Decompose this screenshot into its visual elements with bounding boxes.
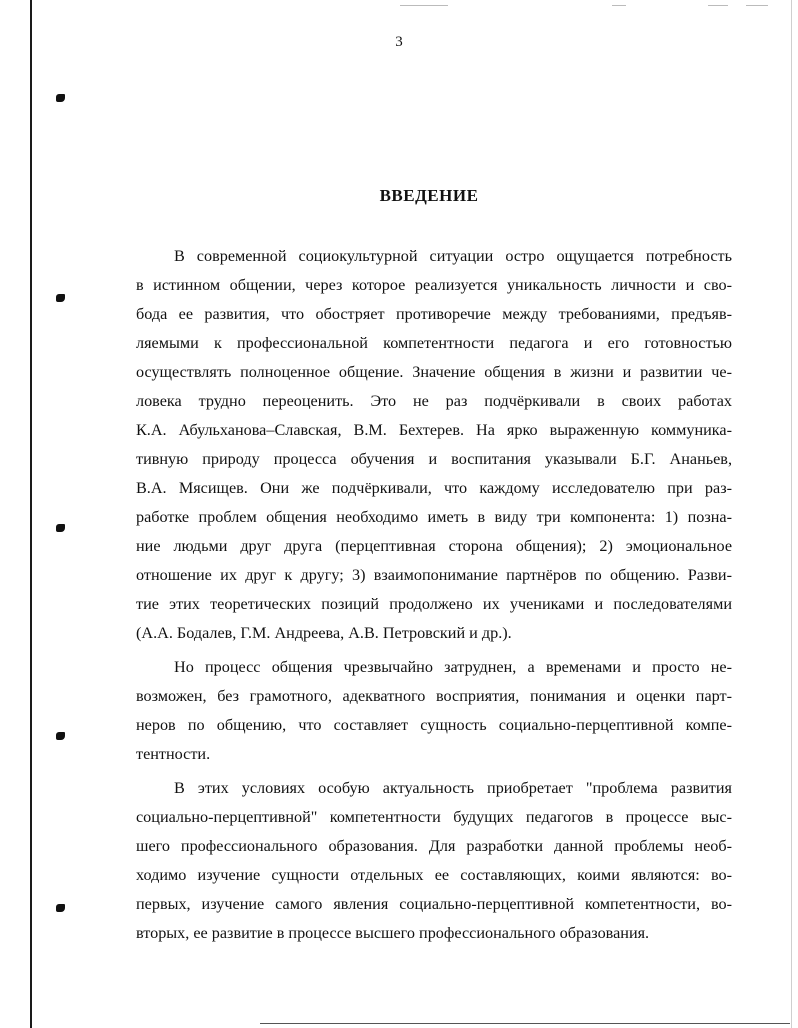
binding-punch-mark xyxy=(56,904,65,912)
text-line: тентности. xyxy=(136,745,211,763)
text-line: отношение их друг к другу; 3) взаимопонимание партнёров по общению. Разви- xyxy=(136,566,732,584)
text-line: осуществлять полноценное общение. Значение общения в жизни и развитии че- xyxy=(136,363,732,381)
binding-punch-mark xyxy=(56,294,65,302)
scan-speck-top xyxy=(400,5,448,6)
text-line: социально-перцептивной" компетентности будущих педагогов в процессе выс- xyxy=(136,808,732,826)
text-line: тивную природу процесса обучения и воспитания указывали Б.Г. Ананьев, xyxy=(136,450,732,468)
scan-speck-top xyxy=(746,5,768,6)
text-line: ляемыми к профессиональной компетентности педагога и его готовностью xyxy=(136,334,732,352)
text-line: ние людьми друг друга (перцептивная сторона общения); 2) эмоциональное xyxy=(136,537,732,555)
scan-edge-left xyxy=(30,0,32,1028)
text-line: бода ее развития, что обостряет противоречие между требованиями, предъяв- xyxy=(136,305,732,323)
scan-speck-top xyxy=(708,5,728,6)
text-line: В современной социокультурной ситуации остро ощущается потребность xyxy=(174,247,732,265)
text-line: неров по общению, что составляет сущность социально-перцептивной компе- xyxy=(136,716,732,734)
scan-speck-top xyxy=(612,5,626,6)
binding-punch-mark xyxy=(56,732,65,740)
section-heading: ВВЕДЕНИЕ xyxy=(379,186,479,205)
scan-edge-right xyxy=(791,0,792,1028)
text-line: К.А. Абульханова–Славская, В.М. Бехтерев. На ярко выраженную коммуника- xyxy=(136,421,732,439)
text-line: вторых, ее развитие в процессе высшего профессионального образования. xyxy=(136,924,650,942)
page-number: 3 xyxy=(395,34,403,50)
text-line: В этих условиях особую актуальность приобретает "проблема развития xyxy=(174,779,732,797)
paragraph-2 xyxy=(136,653,732,769)
text-line: Но процесс общения чрезвычайно затруднен, а временами и просто не- xyxy=(174,658,732,676)
paragraph-3 xyxy=(136,774,732,948)
text-line: (А.А. Бодалев, Г.М. Андреева, А.В. Петровский и др.). xyxy=(136,624,512,642)
text-line: первых, изучение самого явления социально-перцептивной компетентности, во- xyxy=(136,895,732,913)
scan-edge-bottom xyxy=(260,1023,790,1024)
text-line: тие этих теоретических позиций продолжено их учениками и последователями xyxy=(136,595,732,613)
text-line: шего профессионального образования. Для разработки данной проблемы необ- xyxy=(136,837,732,855)
binding-punch-mark xyxy=(56,524,65,532)
text-line: ходимо изучение сущности отдельных ее составляющих, коими являются: во- xyxy=(136,866,732,884)
binding-punch-mark xyxy=(56,94,65,102)
text-line: ловека трудно переоценить. Это не раз подчёркивали в своих работах xyxy=(136,392,732,410)
body-text xyxy=(136,242,732,948)
text-line: работке проблем общения необходимо иметь в виду три компонента: 1) позна- xyxy=(136,508,732,526)
paragraph-1 xyxy=(136,242,732,648)
text-line: В.А. Мясищев. Они же подчёркивали, что каждому исследователю при раз- xyxy=(136,479,732,497)
text-line: возможен, без грамотного, адекватного восприятия, понимания и оценки парт- xyxy=(136,687,732,705)
text-line: в истинном общении, через которое реализуется уникальность личности и сво- xyxy=(136,276,732,294)
